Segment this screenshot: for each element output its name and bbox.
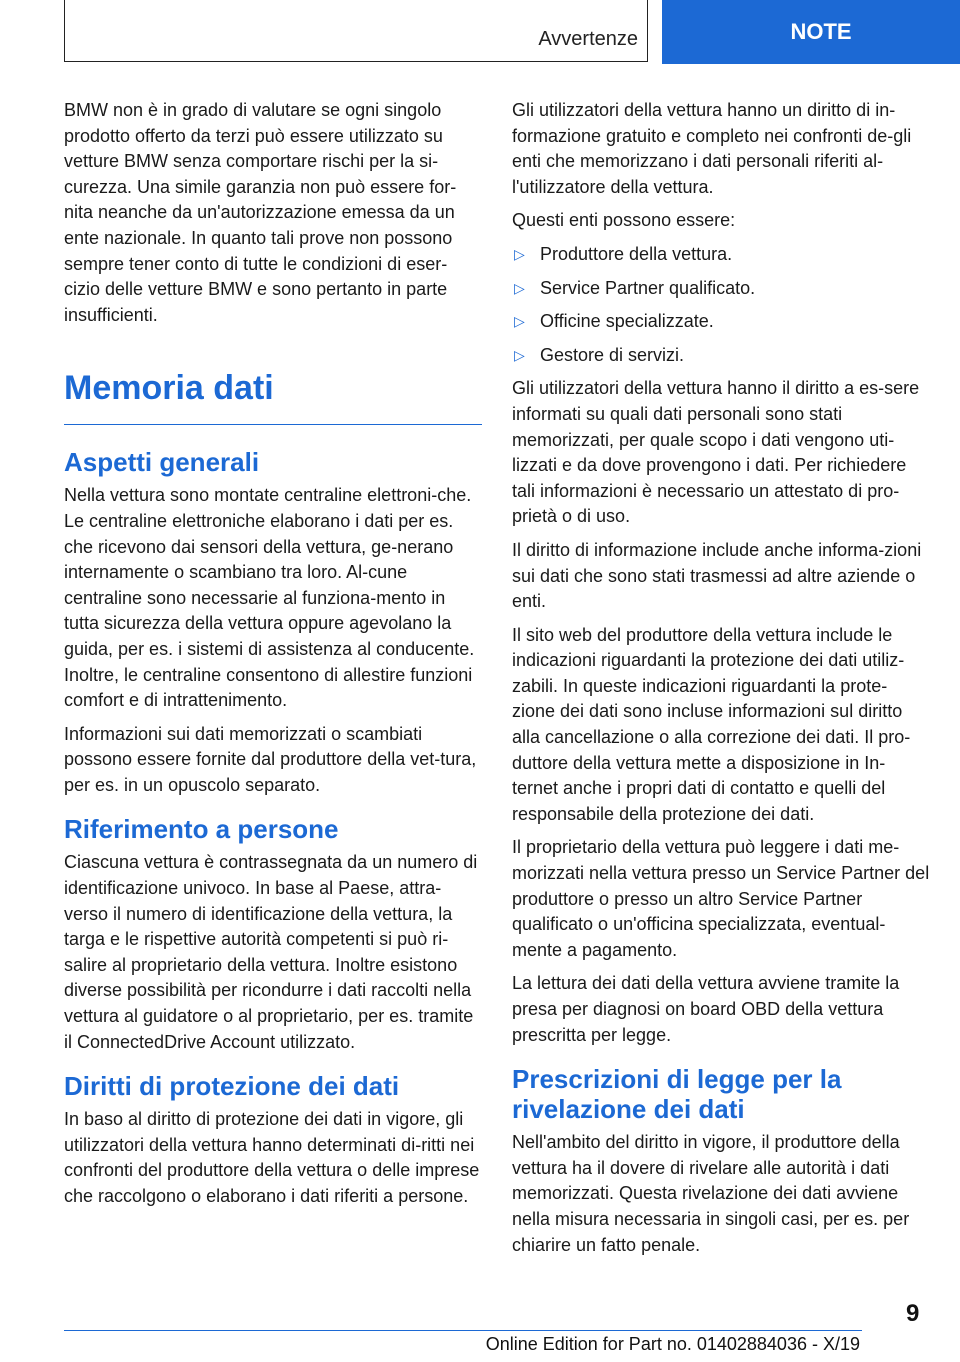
footer-edition: Online Edition for Part no. 01402884036 - X/19 — [485, 1334, 860, 1354]
right-column — [512, 98, 930, 1266]
header-tab-note: NOTE — [662, 0, 960, 64]
bullet-list — [512, 242, 930, 368]
paragraph: Nell'ambito del diritto in vigore, il produttore della vettura ha il dovere di rivelare alle autorità i dati memorizzati. Questa rivelazione dei dati avviene nella misura necessaria in singoli casi, per es. per chiarire un fatto penale. — [512, 1132, 910, 1255]
heading-prescrizioni-legge: Prescrizioni di legge per la rivelazione dei dati — [512, 1064, 842, 1125]
paragraph: Questi enti possono essere: — [512, 210, 736, 231]
page-title: Memoria dati — [64, 369, 274, 408]
triangle-bullet-icon: ▷ — [514, 346, 525, 363]
paragraph: Il diritto di informazione include anche informa-zioni sui dati che sono stati trasmessi ad altre aziende o enti. — [512, 539, 922, 612]
list-item: ▷ Produttore della vettura. — [512, 242, 930, 268]
list-item: ▷ Gestore di servizi. — [512, 343, 930, 369]
paragraph: Gli utilizzatori della vettura hanno un diritto di in-formazione gratuito e completo nei confronti de-gli enti che memorizzano i dati personali riferiti al-l'utilizzatore della vettura. — [512, 100, 912, 197]
paragraph: Nella vettura sono montate centraline elettroni-che. Le centraline elettroniche elaborano i dati per es. che ricevono dai sensori della vettura, ge-nerano internamente o scambiano tra loro. Al-cune centraline sono necessarie al funziona-mento in tutta sicurezza della vettura oppure agevolano la guida, per es. i sistemi di assistenza al conducente. Inoltre, le centraline consentono di allestire funzioni comfort e di intrattenimento. — [64, 485, 475, 711]
paragraph: Il proprietario della vettura può leggere i dati me-morizzati nella vettura presso un Service Partner del produttore o presso un altro Service Partner qualificato o un'officina specializzata, eventual-mente a pagamento. — [512, 837, 930, 960]
header-section-title: Avvertenze — [538, 28, 638, 50]
intro-paragraph: BMW non è in grado di valutare se ogni singolo prodotto offerto da terzi può essere utilizzato su vetture BMW senza comportare rischi per la si-curezza. Una simile garanzia non può essere for-nita neanche da un'autorizzazione emessa da un ente nazionale. In quanto tali prove non possono sempre tener conto di tutte le condizioni di eser-cizio delle vetture BMW e sono pertanto in parte insufficienti. — [64, 100, 457, 325]
triangle-bullet-icon: ▷ — [514, 279, 525, 296]
paragraph: Ciascuna vettura è contrassegnata da un numero di identificazione univoco. In base al Paese, attra-verso il numero di identificazione della vettura, la targa e le rispettive autorità competenti si può ri-salire al proprietario della vettura. Inoltre esistono diverse possibilità per ricondurre i dati raccolti nella vettura al guidatore o al proprietario, per es. tramite il ConnectedDrive Account utilizzato. — [64, 852, 478, 1052]
heading-aspetti-generali: Aspetti generali — [64, 447, 260, 478]
title-divider — [64, 424, 482, 425]
paragraph: Gli utilizzatori della vettura hanno il diritto a es-sere informati su quali dati personali sono stati memorizzati, per quale scopo i dati vengono uti-lizzati e da dove provengono i dati. Per richiedere tali informazioni è necessario un attestato di pro-prietà o di uso. — [512, 378, 920, 527]
paragraph: In baso al diritto di protezione dei dati in vigore, gli utilizzatori della vettura hanno determinati di-ritti nei confronti del produttore della vettura o delle imprese che raccolgono o elaborano i dati riferiti a persone. — [64, 1109, 480, 1206]
list-item: ▷ Service Partner qualificato. — [512, 276, 930, 302]
page-number: 9 — [906, 1300, 920, 1327]
paragraph: Informazioni sui dati memorizzati o scambiati possono essere fornite dal produttore della vet-tura, per es. in un opuscolo separato. — [64, 723, 477, 795]
triangle-bullet-icon: ▷ — [514, 313, 525, 330]
heading-riferimento-persone: Riferimento a persone — [64, 814, 339, 845]
heading-diritti-protezione: Diritti di protezione dei dati — [64, 1071, 400, 1102]
paragraph: La lettura dei dati della vettura avviene tramite la presa per diagnosi on board OBD della vettura prescritta per legge. — [512, 973, 900, 1045]
left-column — [64, 98, 482, 1218]
triangle-bullet-icon: ▷ — [514, 245, 525, 262]
paragraph: Il sito web del produttore della vettura include le indicazioni riguardanti la protezione dei dati utiliz-zabili. In queste indicazioni riguardanti la prote-zione dei dati sono incluse informazioni sul diritto alla cancellazione o alla correzione dei dati. Il pro-duttore della vettura mette a disposizione in In-ternet anche i propri dati di contatto e quelli del responsabile della protezione dei dati. — [512, 624, 911, 824]
list-item: ▷ Officine specializzate. — [512, 309, 930, 335]
footer-divider — [64, 1330, 862, 1331]
